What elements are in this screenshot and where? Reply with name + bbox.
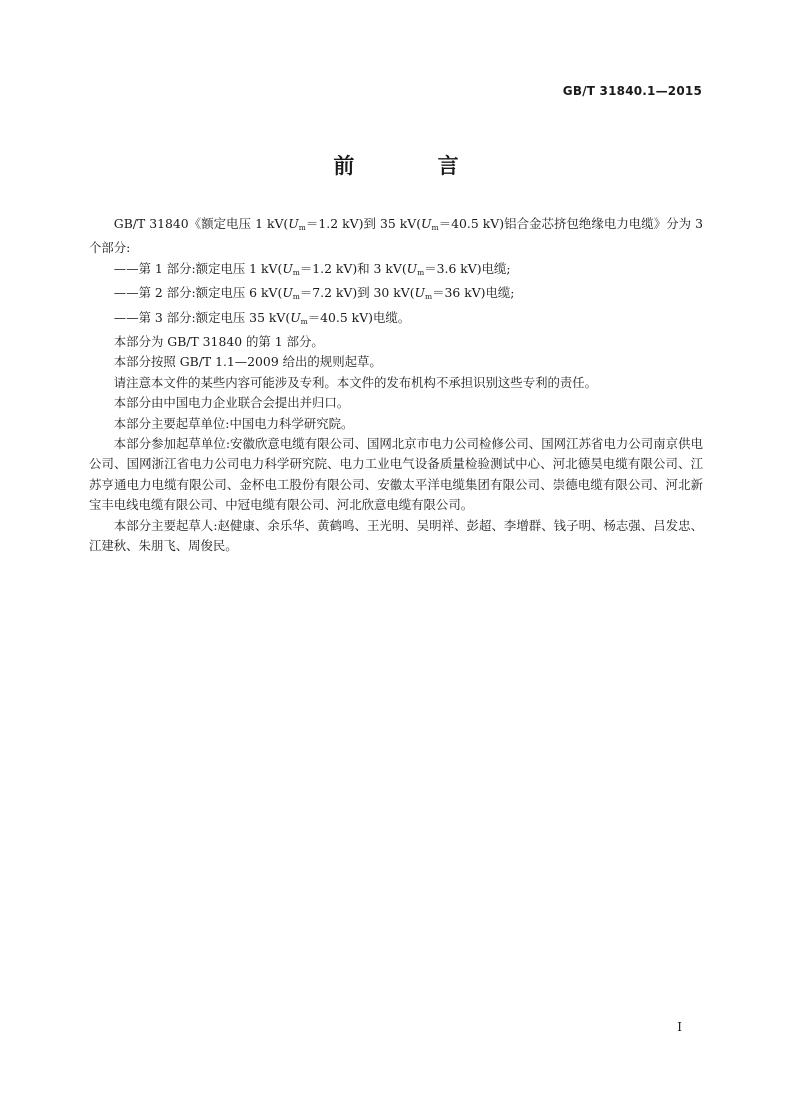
part-text: ＝7.2 kV)到 30 kV( [299,285,415,301]
part-list-item-2 [89,283,703,307]
part-text: ＝36 kV)电缆; [432,285,515,301]
subscript-m: m [300,316,308,326]
paragraph-part-number: 本部分为 GB/T 31840 的第 1 部分。 [113,334,324,350]
subscript-m: m [431,223,439,232]
symbol-u: U [290,309,301,325]
intro-paragraph [89,214,703,259]
standard-code: GB/T 31840.1—2015 [562,84,702,98]
part-text: ＝3.6 kV)电缆; [424,260,511,276]
document-body [89,214,703,557]
symbol-u: U [421,216,432,231]
subscript-m: m [292,267,300,277]
paragraph-participating-orgs: 本部分参加起草单位:安徽欣意电缆有限公司、国网北京市电力公司检修公司、国网江苏省电力公司南京供电公司、国网浙江省电力公司电力科学研究院、电力工业电气设备质量检验测试中心、河北德昊电缆有限公司、江苏亨通电力电缆有限公司、金杯电工股份有限公司、安徽太平洋电缆集团有限公司、崇德电缆有限公司、河北新宝丰电线电缆有限公司、中冠电缆有限公司、河北欣意电缆有限公司。 [89,436,703,513]
subscript-m: m [425,292,433,302]
part-list-item-1 [89,259,703,283]
part-list-item-3 [89,308,703,332]
symbol-u: U [282,260,293,276]
intro-text-1: GB/T 31840《额定电压 1 kV( [113,216,289,231]
page-number: I [677,1020,682,1034]
subscript-m: m [292,292,300,302]
paragraph-drafters: 本部分主要起草人:赵健康、余乐华、黄鹤鸣、王光明、吴明祥、彭超、李增群、钱子明、杨志强、吕发忠、江建秋、朱朋飞、周俊民。 [89,517,703,554]
paragraph-drafting-rules: 本部分按照 GB/T 1.1—2009 给出的规则起草。 [113,354,382,370]
paragraph-main-drafter-org: 本部分主要起草单位:中国电力科学研究院。 [113,415,354,431]
symbol-u: U [288,216,299,231]
symbol-u: U [282,285,293,301]
paragraph-patent-notice: 请注意本文件的某些内容可能涉及专利。本文件的发布机构不承担识别这些专利的责任。 [113,374,598,390]
subscript-m: m [298,223,306,232]
part-text: ——第 3 部分:额定电压 35 kV( [113,309,291,325]
symbol-u: U [414,285,425,301]
part-text: ＝40.5 kV)电缆。 [307,309,411,325]
page-title: 前 言 [333,154,497,178]
part-text: ＝1.2 kV)和 3 kV( [299,260,407,276]
intro-text-3: ＝40.5 kV)铝合金芯挤包绝缘电力电缆》分为 3 个部分: [89,216,704,256]
paragraph-proposer: 本部分由中国电力企业联合会提出并归口。 [113,395,350,411]
subscript-m: m [417,267,425,277]
symbol-u: U [406,260,418,276]
part-text: ——第 1 部分:额定电压 1 kV( [113,260,283,276]
part-text: ——第 2 部分:额定电压 6 kV( [113,285,283,301]
intro-text-2: ＝1.2 kV)到 35 kV( [305,216,422,231]
